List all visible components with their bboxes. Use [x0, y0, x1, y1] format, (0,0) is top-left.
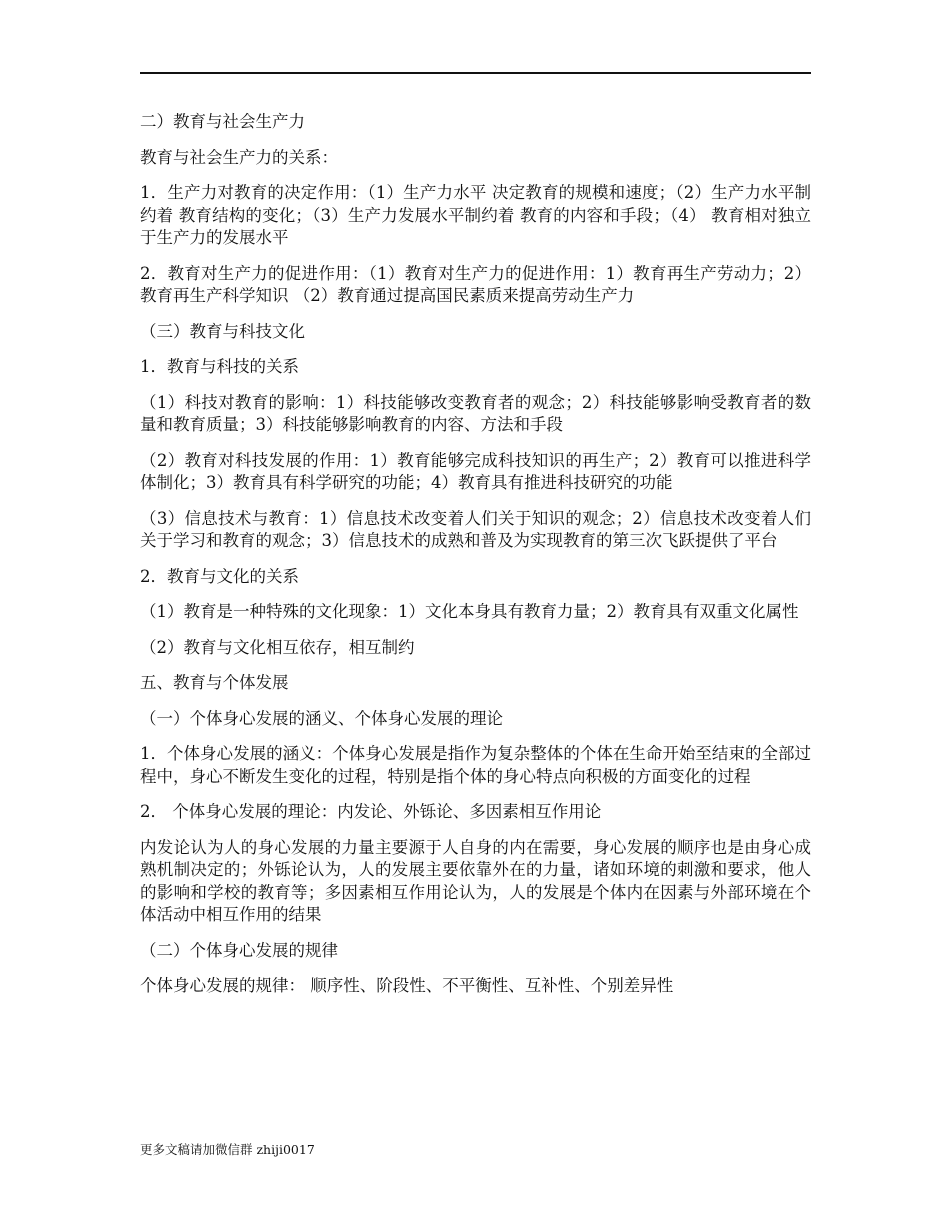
paragraph-development-laws: 个体身心发展的规律： 顺序性、阶段性、不平衡性、互补性、个别差异性	[140, 976, 674, 995]
paragraph-theory-explanation: 内发论认为人的身心发展的力量主要源于人自身的内在需要，身心发展的顺序也是由身心成熟机制决定的；外铄论认为，人的发展主要依靠外在的力量，诸如环境的刺激和要求，他人的影响和学校的教育等；多因素相互作用论认为，人的发展是个体内在因素与外部环境在个体活动中相互作用的结果	[140, 837, 811, 924]
heading-development-theory: （一）个体身心发展的涵义、个体身心发展的理论	[140, 708, 503, 728]
footer-note: 更多文稿请加微信群 zhiji0017	[140, 1142, 315, 1157]
paragraph-development-meaning: 1．个体身心发展的涵义：个体身心发展是指作为复杂整体的个体在生命开始至结束的全部过程中，身心不断发生变化的过程，特别是指个体的身心特点向积极的方面变化的过程	[140, 744, 811, 786]
document-body	[140, 111, 811, 1011]
subheading-culture-relationship: 2．教育与文化的关系	[140, 566, 299, 586]
paragraph-education-science-role: （2）教育对科技发展的作用：1）教育能够完成科技知识的再生产；2）教育可以推进科学体制化；3）教育具有科学研究的功能；4）教育具有推进科技研究的功能	[140, 450, 811, 492]
paragraph-interdependence: （2）教育与文化相互依存，相互制约	[140, 637, 415, 657]
heading-education-productivity: 二）教育与社会生产力	[140, 112, 305, 131]
paragraph-cultural-phenomenon: （1）教育是一种特殊的文化现象：1）文化本身具有教育力量；2）教育具有双重文化属性	[140, 602, 799, 621]
paragraph-education-promotes: 2．教育对生产力的促进作用：（1）教育对生产力的促进作用：1）教育再生产劳动力；2）教育再生产科学知识 （2）教育通过提高国民素质来提高劳动生产力	[140, 263, 811, 305]
header-rule	[140, 72, 811, 74]
paragraph-information-technology: （3）信息技术与教育：1）信息技术改变着人们关于知识的观念；2）信息技术改变着人们关于学习和教育的观念；3）信息技术的成熟和普及为实现教育的第三次飞跃提供了平台	[140, 508, 811, 550]
subheading-science-relationship: 1．教育与科技的关系	[140, 357, 299, 376]
heading-individual-development: 五、教育与个体发展	[140, 673, 289, 692]
heading-development-laws: （二）个体身心发展的规律	[140, 940, 338, 960]
heading-science-culture: （三）教育与科技文化	[140, 321, 305, 341]
paragraph-development-theories: 2． 个体身心发展的理论：内发论、外铄论、多因素相互作用论	[140, 802, 602, 821]
paragraph-science-influence: （1）科技对教育的影响：1）科技能够改变教育者的观念；2）科技能够影响受教育者的数量和教育质量；3）科技能够影响教育的内容、方法和手段	[140, 392, 811, 434]
paragraph-productivity-decides: 1．生产力对教育的决定作用：（1）生产力水平 决定教育的规模和速度；（2）生产力水平制约着 教育结构的变化；（3）生产力发展水平制约着 教育的内容和手段；（4） 教育相对独立于生产力的发展水平	[140, 183, 811, 247]
paragraph-relationship-intro: 教育与社会生产力的关系：	[140, 147, 338, 167]
